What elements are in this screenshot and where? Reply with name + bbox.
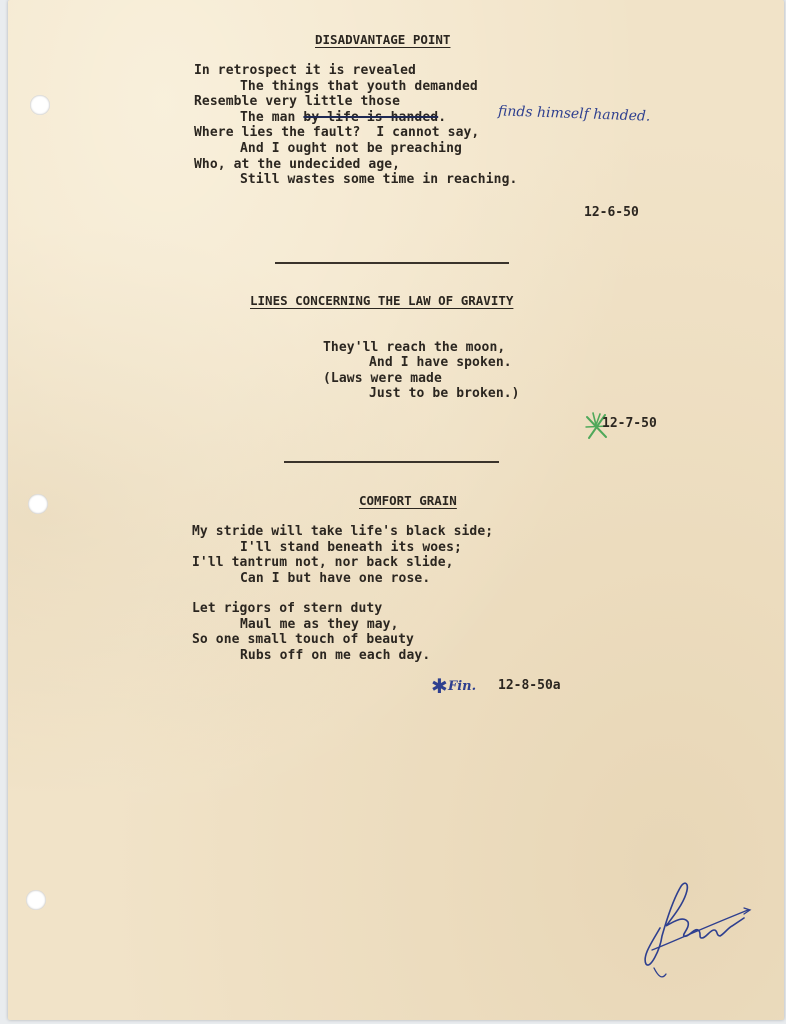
handwritten-edit: finds himself handed. <box>497 103 651 125</box>
binder-hole-middle <box>28 494 48 514</box>
poem3-stanza2-line-4: Rubs off on me each day. <box>240 648 431 663</box>
poem1-line-4-end: . <box>438 110 447 125</box>
asterisk-icon: ✱ <box>431 674 448 698</box>
poem2-line-1: They'll reach the moon, <box>323 340 506 355</box>
handwritten-fin-note: Fin. <box>448 679 477 694</box>
poem2-line-2: And I have spoken. <box>369 355 512 370</box>
poem2-line-3: (Laws were made <box>323 371 442 386</box>
poem1-line-1: In retrospect it is revealed <box>194 63 416 78</box>
poem1-line-2: The things that youth demanded <box>240 79 478 94</box>
struck-text: by life is handed <box>303 110 439 125</box>
poem-title-comfort-grain: COMFORT GRAIN <box>359 493 457 508</box>
poem3-stanza1-line-4: Can I but have one rose. <box>240 571 431 586</box>
poem1-date: 12-6-50 <box>584 205 639 220</box>
section-divider-2 <box>284 461 499 463</box>
poem1-line-5: Where lies the fault? I cannot say, <box>194 125 480 140</box>
document-page <box>8 0 784 1020</box>
poem3-stanza1-line-2: I'll stand beneath its woes; <box>240 540 462 555</box>
binder-hole-top <box>30 95 50 115</box>
poem3-stanza1-line-1: My stride will take life's black side; <box>192 524 494 539</box>
poem1-line-3: Resemble very little those <box>194 94 401 109</box>
poem-title-disadvantage-point: DISADVANTAGE POINT <box>315 32 451 47</box>
poem3-stanza2-line-2: Maul me as they may, <box>240 617 399 632</box>
poem-title-law-of-gravity: LINES CONCERNING THE LAW OF GRAVITY <box>250 293 514 308</box>
poem1-line-4-start: The man <box>240 110 304 125</box>
poem1-line-8: Still wastes some time in reaching. <box>240 172 518 187</box>
binder-hole-bottom <box>26 890 46 910</box>
poem3-date: 12-8-50a <box>498 678 561 693</box>
poem3-stanza1-line-3: I'll tantrum not, nor back slide, <box>192 555 454 570</box>
section-divider-1 <box>275 262 509 264</box>
poem2-line-4: Just to be broken.) <box>369 386 520 401</box>
poem3-stanza2-line-3: So one small touch of beauty <box>192 632 414 647</box>
signature <box>632 872 752 982</box>
poem2-date: 12-7-50 <box>602 416 657 431</box>
poem3-stanza2-line-1: Let rigors of stern duty <box>192 601 383 616</box>
poem1-line-6: And I ought not be preaching <box>240 141 462 156</box>
poem1-line-7: Who, at the undecided age, <box>194 157 401 172</box>
poem1-line-4 <box>240 110 446 126</box>
